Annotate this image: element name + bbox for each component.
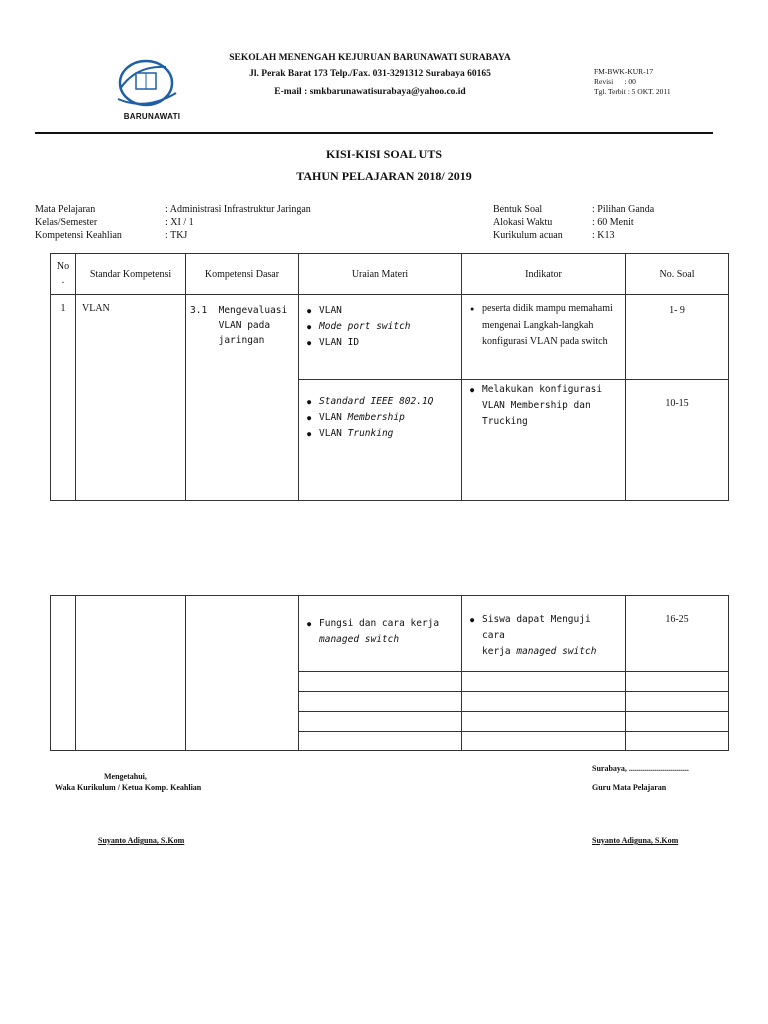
footer-right-signature-name: Suyanto Adiguna, S.Kom: [592, 836, 679, 845]
header-no-b: .: [61, 275, 65, 286]
empty-cell: [626, 712, 729, 732]
header-no-a: No: [56, 261, 70, 272]
list-item-text: Fungsi dan cara kerja: [319, 618, 440, 629]
page-title: KISI-KISI SOAL UTS: [325, 147, 443, 161]
meta-right-1-value: : 60 Menit: [592, 217, 634, 228]
empty-cell: [626, 732, 729, 751]
school-address: Jl. Perak Barat 173 Telp./Fax. 031-3291312 Surabaya 60165: [249, 69, 491, 79]
list-item: [319, 394, 455, 410]
list-item: ● VLAN ID: [319, 335, 455, 351]
list-item-text-italic: managed switch: [516, 646, 597, 657]
row1-no-text: 1: [60, 303, 66, 314]
empty-cell: [299, 732, 462, 751]
list-item-text-b: kerja: [482, 646, 511, 657]
list-item-text: Mode port switch: [319, 321, 411, 332]
list-item: ● VLAN Membership: [319, 410, 455, 426]
meta-right-2-value: : K13: [592, 230, 615, 241]
row1-soal-b: [626, 380, 729, 501]
school-email: E-mail : smkbarunawatisurabaya@yahoo.co.id: [274, 87, 466, 97]
row1-soal-a-text: 1- 9: [669, 305, 685, 316]
school-name: SEKOLAH MENENGAH KEJURUAN BARUNAWATI SURABAYA: [229, 53, 511, 63]
table-row: [51, 596, 729, 672]
empty-cell: [299, 672, 462, 692]
meta-left-0-label: Mata Pelajaran: [35, 204, 96, 215]
meta-right-1-label: Alokasi Waktu: [493, 217, 553, 228]
header-uraian-materi: Uraian Materi: [299, 254, 462, 295]
doc-revisi: Revisi : 00: [594, 77, 636, 86]
footer-surabaya-date: Surabaya, ..............................: [592, 764, 689, 773]
row1-indikator-b: [462, 380, 626, 501]
empty-cell: [462, 732, 626, 751]
logo-text: BARUNAWATI: [123, 112, 181, 121]
row2-materi: [299, 596, 462, 672]
row1-soal-a: [626, 295, 729, 380]
list-item: [319, 616, 455, 648]
row2-indikator: [462, 596, 626, 672]
list-item-text: Siswa dapat Menguji cara: [482, 614, 591, 641]
page-subtitle: TAHUN PELAJARAN 2018/ 2019: [296, 169, 472, 183]
footer-mengetahui: Mengetahui,: [104, 772, 147, 781]
footer-waka-title: Waka Kurikulum / Ketua Komp. Keahlian: [55, 783, 202, 792]
list-item-text-italic: Trunking: [347, 428, 394, 439]
empty-cell: [299, 712, 462, 732]
header-divider: [35, 132, 713, 134]
meta-left-1-label: Kelas/Semester: [35, 217, 98, 228]
row1-sk-text: VLAN: [82, 303, 110, 314]
header-no-soal: No. Soal: [626, 254, 729, 295]
header-kompetensi-dasar: Kompetensi Dasar: [186, 254, 299, 295]
footer-left-signature-name: Suyanto Adiguna, S.Kom: [98, 836, 185, 845]
empty-cell: [299, 692, 462, 712]
meta-right-2-label: Kurikulum acuan: [493, 230, 563, 241]
row1-soal-b-text: 10-15: [665, 398, 689, 409]
row1-kd: [186, 295, 299, 501]
list-item-text-italic: managed switch: [319, 634, 400, 645]
row1-no: [51, 295, 76, 501]
list-item: ● Melakukan konfigurasi VLAN Membership dan Trucking: [482, 382, 619, 430]
list-item: [319, 426, 455, 442]
header-standar-kompetensi: Standar Kompetensi: [76, 254, 186, 295]
row1-indikator-a: [462, 295, 626, 380]
list-item: [482, 612, 619, 660]
list-item-text: Standard IEEE 802.1Q: [319, 396, 434, 407]
row2-sk: [76, 596, 186, 751]
row2-no: [51, 596, 76, 751]
row2-kd: [186, 596, 299, 751]
empty-cell: [462, 712, 626, 732]
meta-right-0-label: Bentuk Soal: [493, 204, 543, 215]
row1-sk: [76, 295, 186, 501]
meta-left-2-value: : TKJ: [165, 230, 188, 241]
row1-materi-a: [299, 295, 462, 380]
kisi-table-main: [50, 253, 729, 501]
list-item: [319, 319, 455, 335]
meta-left-1-value: : XI / 1: [165, 217, 194, 228]
table-row: [51, 295, 729, 380]
doc-code: FM-BWK-KUR-17: [594, 67, 654, 76]
empty-cell: [462, 672, 626, 692]
table-header-row: [51, 254, 729, 295]
empty-cell: [626, 672, 729, 692]
row2-soal-text: 16-25: [665, 614, 689, 625]
row1-materi-b: [299, 380, 462, 501]
empty-cell: [462, 692, 626, 712]
kisi-table-continued: [50, 595, 729, 751]
row1-kd-text: 3.1 Mengevaluasi VLAN pada jaringan: [190, 305, 288, 346]
meta-right-0-value: : Pilihan Ganda: [592, 204, 655, 215]
list-item: ● VLAN: [319, 303, 455, 319]
list-item: ● peserta didik mampu memahami mengenai Langkah-langkah konfigurasi VLAN pada switch: [482, 301, 619, 351]
header-indikator: Indikator: [462, 254, 626, 295]
empty-cell: [626, 692, 729, 712]
document-code-block: [594, 67, 671, 97]
doc-terbit: Tgl. Terbit : 5 OKT. 2011: [594, 87, 671, 96]
list-item-text: VLAN: [319, 428, 342, 439]
meta-left-0-value: : Administrasi Infrastruktur Jaringan: [165, 204, 311, 215]
footer-guru-title: Guru Mata Pelajaran: [592, 783, 667, 792]
row2-soal: [626, 596, 729, 672]
header-no: [51, 254, 76, 295]
meta-left-2-label: Kompetensi Keahlian: [35, 230, 122, 241]
